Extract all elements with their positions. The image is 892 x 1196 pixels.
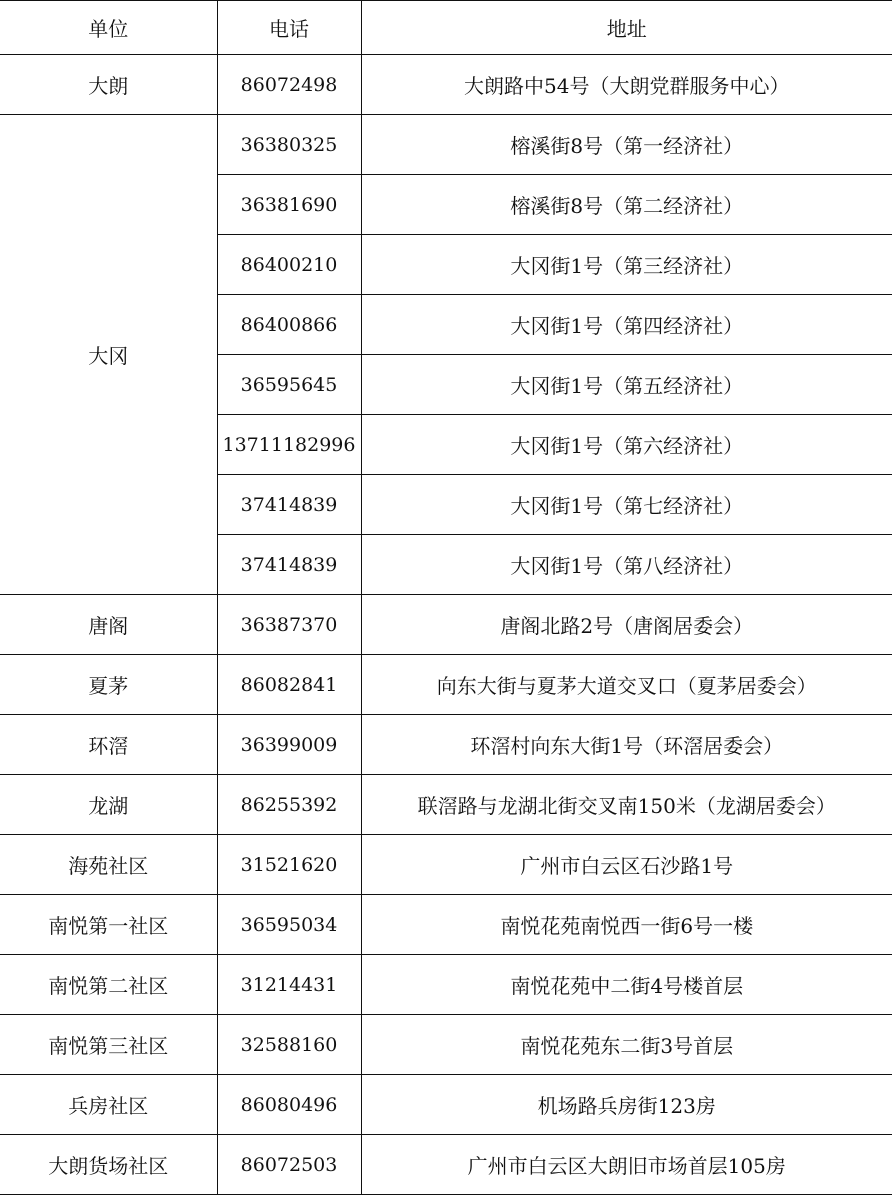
phone-cell: 86080496 [217,1075,361,1135]
unit-cell: 南悦第三社区 [0,1015,217,1075]
phone-cell: 36380325 [217,115,361,175]
phone-cell: 36595645 [217,355,361,415]
address-cell: 机场路兵房街123房 [361,1075,892,1135]
address-cell: 大冈街1号（第七经济社） [361,475,892,535]
table-row [0,715,892,775]
unit-cell: 南悦第一社区 [0,895,217,955]
address-cell: 南悦花苑东二街3号首层 [361,1015,892,1075]
phone-cell: 36387370 [217,595,361,655]
table-row [0,595,892,655]
phone-cell: 86400210 [217,235,361,295]
phone-cell: 13711182996 [217,415,361,475]
header-address: 地址 [361,1,892,55]
address-cell: 大冈街1号（第四经济社） [361,295,892,355]
unit-cell: 兵房社区 [0,1075,217,1135]
unit-cell: 大朗 [0,55,217,115]
unit-cell: 夏茅 [0,655,217,715]
phone-cell: 36381690 [217,175,361,235]
address-cell: 环滘村向东大街1号（环滘居委会） [361,715,892,775]
table-row [0,55,892,115]
address-cell: 大冈街1号（第五经济社） [361,355,892,415]
address-cell: 大冈街1号（第八经济社） [361,535,892,595]
phone-cell: 37414839 [217,475,361,535]
address-cell: 大冈街1号（第六经济社） [361,415,892,475]
unit-cell: 南悦第二社区 [0,955,217,1015]
unit-cell: 大朗货场社区 [0,1135,217,1195]
address-cell: 大冈街1号（第三经济社） [361,235,892,295]
header-unit: 单位 [0,1,217,55]
address-cell: 广州市白云区石沙路1号 [361,835,892,895]
table-row [0,1075,892,1135]
address-cell: 唐阁北路2号（唐阁居委会） [361,595,892,655]
table-row [0,1015,892,1075]
address-cell: 大朗路中54号（大朗党群服务中心） [361,55,892,115]
unit-cell: 环滘 [0,715,217,775]
phone-cell: 86072498 [217,55,361,115]
unit-cell: 唐阁 [0,595,217,655]
phone-cell: 36595034 [217,895,361,955]
phone-cell: 86082841 [217,655,361,715]
phone-cell: 37414839 [217,535,361,595]
unit-cell: 海苑社区 [0,835,217,895]
phone-cell: 31521620 [217,835,361,895]
address-cell: 联滘路与龙湖北街交叉南150米（龙湖居委会） [361,775,892,835]
phone-cell: 86400866 [217,295,361,355]
unit-cell: 大冈 [0,115,217,595]
phone-cell: 31214431 [217,955,361,1015]
table-row [0,835,892,895]
table-row [0,655,892,715]
table-row [0,115,892,175]
address-cell: 南悦花苑中二街4号楼首层 [361,955,892,1015]
table-row [0,775,892,835]
header-phone: 电话 [217,1,361,55]
address-cell: 向东大街与夏茅大道交叉口（夏茅居委会） [361,655,892,715]
phone-cell: 86072503 [217,1135,361,1195]
address-cell: 榕溪街8号（第一经济社） [361,115,892,175]
unit-cell: 龙湖 [0,775,217,835]
phone-cell: 86255392 [217,775,361,835]
phone-cell: 32588160 [217,1015,361,1075]
table-row [0,1135,892,1195]
address-cell: 广州市白云区大朗旧市场首层105房 [361,1135,892,1195]
table-row [0,895,892,955]
phone-cell: 36399009 [217,715,361,775]
address-cell: 南悦花苑南悦西一街6号一楼 [361,895,892,955]
table-row [0,955,892,1015]
address-cell: 榕溪街8号（第二经济社） [361,175,892,235]
header-row [0,1,892,55]
